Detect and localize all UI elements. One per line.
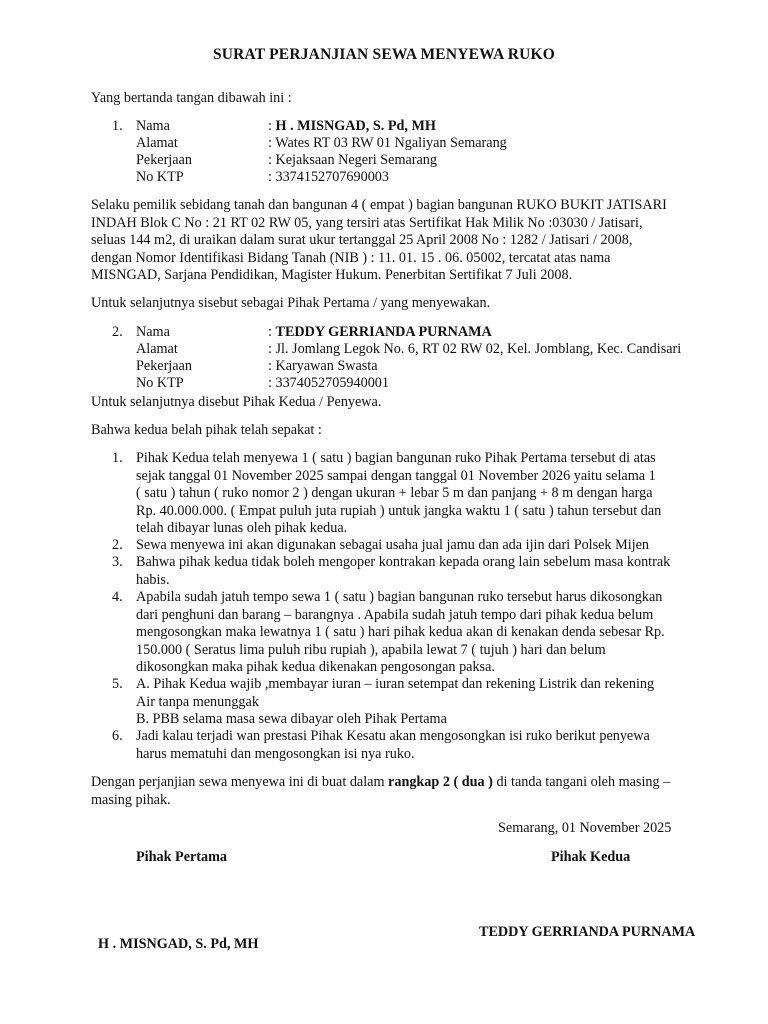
party1-job-label: Pekerjaan xyxy=(136,152,192,168)
clause-text: Bahwa pihak kedua tidak boleh mengoper kontrakan kepada orang lain sebelum masa kontrak habis. xyxy=(136,554,671,588)
signature-label-first: Pihak Pertama xyxy=(136,849,228,865)
signature-name-first: H . MISNGAD, S. Pd, MH xyxy=(98,936,259,952)
party2-number: 2. xyxy=(112,324,123,340)
clause-number: 2. xyxy=(112,537,123,553)
party1-name-value: : H . MISNGAD, S. Pd, MH xyxy=(268,118,436,134)
party2-ktp-value: : 3374052705940001 xyxy=(268,375,389,391)
party1-job-value: : Kejaksaan Negeri Semarang xyxy=(268,152,437,168)
party2-address-label: Alamat xyxy=(136,341,178,357)
party2-name-label: Nama xyxy=(136,324,170,340)
clause-number: 6. xyxy=(112,728,123,744)
clause-number: 1. xyxy=(112,450,123,466)
party1-ktp-label: No KTP xyxy=(136,169,184,185)
clause-text: Sewa menyewa ini akan digunakan sebagai usaha jual jamu dan ada ijin dari Polsek Mijen xyxy=(136,537,649,553)
party2-job-value: : Karyawan Swasta xyxy=(268,358,378,374)
closing-paragraph: Dengan perjanjian sewa menyewa ini di buat dalam rangkap 2 ( dua ) di tanda tangani oleh masing – masing pihak. xyxy=(91,774,671,808)
intro-text: Yang bertanda tangan dibawah ini : xyxy=(91,90,292,106)
agreement-intro: Bahwa kedua belah pihak telah sepakat : xyxy=(91,422,322,438)
party1-role: Untuk selanjutnya sisebut sebagai Pihak Pertama / yang menyewakan. xyxy=(91,295,491,311)
party1-address-label: Alamat xyxy=(136,135,178,151)
party2-name-value: : TEDDY GERRIANDA PURNAMA xyxy=(268,324,492,340)
party1-number: 1. xyxy=(112,118,123,134)
party1-ktp-value: : 3374152707690003 xyxy=(268,169,389,185)
clause-number: 3. xyxy=(112,554,123,570)
ownership-paragraph: Selaku pemilik sebidang tanah dan bangunan 4 ( empat ) bagian bangunan RUKO BUKIT JATISARI INDAH Blok C No : 21 RT 02 RW 05, yang tersiri atas Sertifikat Hak Milik No :03030 / Jatisari, seluas 144 m2, di uraikan dalam surat ukur tertanggal 25 April 2008 No : 1282 / Jatisari / 2008, dengan Nomor Identifikasi Bidang Tanah (NIB ) : 11. 01. 15 . 06. 05002, tercatat atas nama MISNGAD, Sarjana Pendidikan, Magister Hukum. Penerbitan Sertifikat 7 Juli 2008. xyxy=(91,197,667,283)
party2-address-value: : Jl. Jomlang Legok No. 6, RT 02 RW 02, Kel. Jomblang, Kec. Candisari xyxy=(268,341,682,357)
party2-job-label: Pekerjaan xyxy=(136,358,192,374)
party1-name-label: Nama xyxy=(136,118,170,134)
party1-address-value: : Wates RT 03 RW 01 Ngaliyan Semarang xyxy=(268,135,507,151)
party2-ktp-label: No KTP xyxy=(136,375,184,391)
clause-text: Pihak Kedua telah menyewa 1 ( satu ) bagian bangunan ruko Pihak Pertama tersebut di atas sejak tanggal 01 November 2025 sampai dengan tanggal 01 November 2026 yaitu selama 1 ( satu ) tahun ( ruko nomor 2 ) dengan ukuran + lebar 5 m dan panjang + 8 m dengan harga Rp. 40.000.000. ( Empat puluh juta rupiah ) untuk jangka waktu 1 ( satu ) tahun tersebut dan telah dibayar lunas oleh pihak kedua. xyxy=(136,450,662,536)
document-title: SURAT PERJANJIAN SEWA MENYEWA RUKO xyxy=(212,46,556,63)
clause-text: Jadi kalau terjadi wan prestasi Pihak Kesatu akan mengosongkan isi ruko berikut penyewa harus mematuhi dan mengosongkan isi nya ruko. xyxy=(136,728,650,762)
party2-role: Untuk selanjutnya disebut Pihak Kedua / Penyewa. xyxy=(91,394,382,410)
place-date: Semarang, 01 November 2025 xyxy=(498,820,672,836)
clause-number: 4. xyxy=(112,589,123,605)
clause-number: 5. xyxy=(112,676,123,692)
signature-name-second: TEDDY GERRIANDA PURNAMA xyxy=(479,924,696,940)
clause-text: Apabila sudah jatuh tempo sewa 1 ( satu ) bagian bangunan ruko tersebut harus dikosongkan dari penghuni dan barang – barangnya . Apabila sudah jatuh tempo dari pihak kedua belum mengosongkan maka lewatnya 1 ( satu ) hari pihak kedua akan di kenakan denda sebesar Rp. 150.000 ( Seratus lima puluh ribu rupiah ), apabila lewat 7 ( tujuh ) hari dan belum dikosongkan maka pihak kedua dikenakan pengosongan paksa. xyxy=(136,589,665,675)
clause-text: A. Pihak Kedua wajib ,membayar iuran – iuran setempat dan rekening Listrik dan rekening Air tanpa menunggak B. PBB selama masa sewa dibayar oleh Pihak Pertama xyxy=(136,676,655,727)
signature-label-second: Pihak Kedua xyxy=(551,849,631,865)
